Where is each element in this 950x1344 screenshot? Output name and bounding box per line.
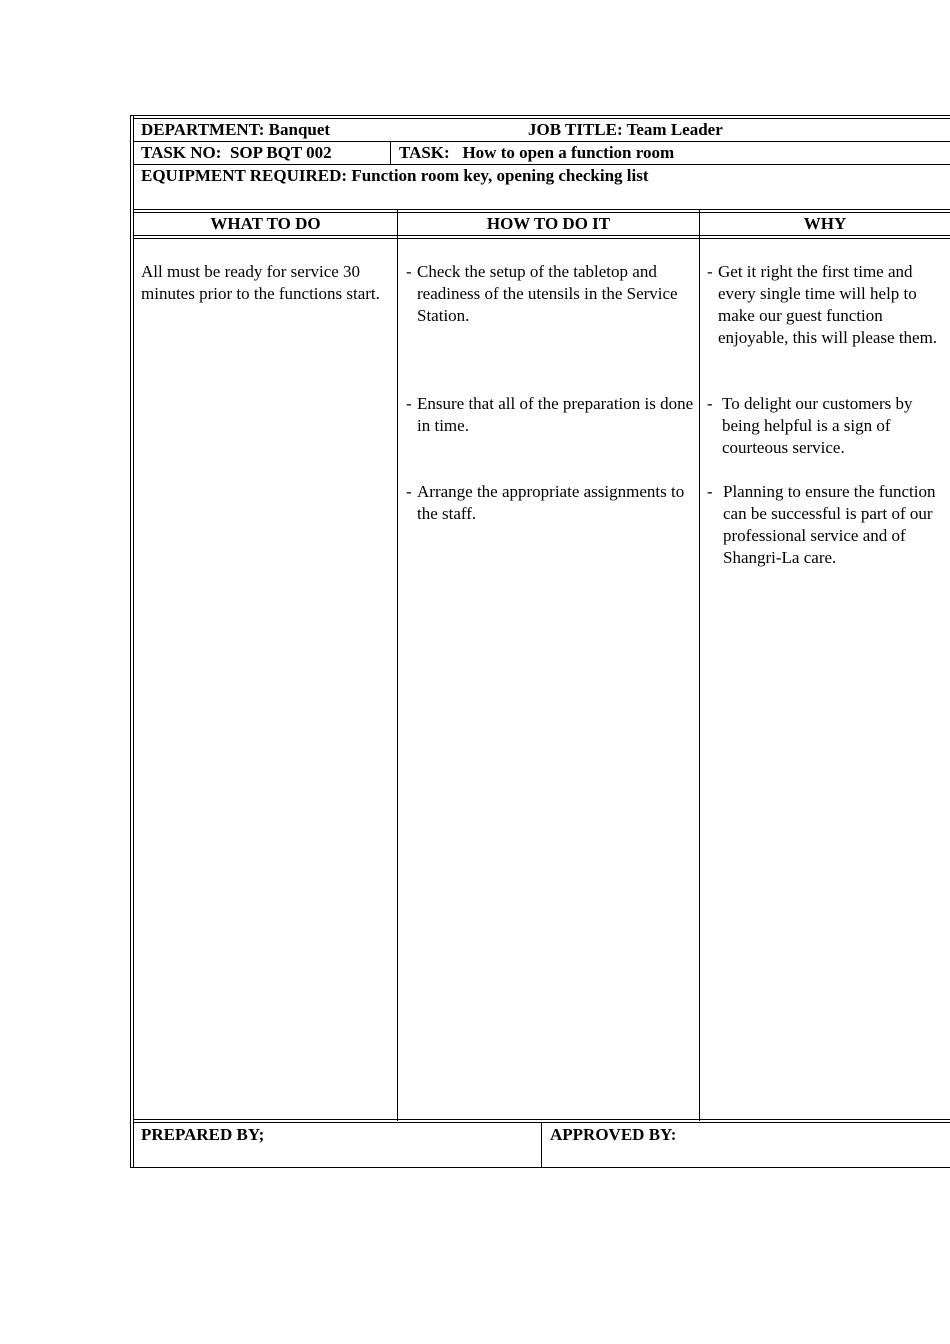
bullet-dash: - bbox=[406, 394, 412, 413]
job-title-label: JOB TITLE: Team Leader bbox=[528, 120, 723, 139]
how-item bbox=[406, 481, 694, 525]
bottom-border bbox=[130, 1167, 950, 1168]
footer-top-line-1 bbox=[133, 1119, 950, 1120]
colhead-bottom-line-2 bbox=[133, 238, 950, 239]
prepared-by-label: PREPARED BY; bbox=[141, 1125, 265, 1144]
bullet-dash: - bbox=[707, 262, 713, 281]
colhead-top-line-1 bbox=[133, 209, 950, 210]
how-item-text: Ensure that all of the preparation is done in time. bbox=[417, 394, 694, 435]
column-divider-1 bbox=[397, 209, 398, 1121]
how-item bbox=[406, 261, 694, 327]
how-item bbox=[406, 393, 694, 437]
bullet-dash: - bbox=[406, 482, 412, 501]
why-item-text: Get it right the first time and every single time will help to make our guest function enjoyable, this will please them. bbox=[718, 262, 938, 347]
column-header-how: HOW TO DO IT bbox=[486, 214, 611, 233]
column-header-what: WHAT TO DO bbox=[210, 214, 321, 233]
column-divider-2 bbox=[699, 209, 700, 1121]
approved-by-label: APPROVED BY: bbox=[550, 1125, 677, 1144]
how-item-text: Arrange the appropriate assignments to the staff. bbox=[417, 482, 685, 523]
why-item bbox=[707, 393, 947, 459]
bullet-dash: - bbox=[707, 394, 713, 413]
left-border-outer bbox=[130, 115, 131, 1168]
bullet-dash: - bbox=[707, 482, 713, 501]
what-to-do-body: All must be ready for service 30 minutes prior to the functions start. bbox=[141, 262, 380, 303]
top-border-outer bbox=[130, 115, 950, 116]
left-border-inner bbox=[133, 115, 134, 1168]
colhead-bottom-line-1 bbox=[133, 235, 950, 236]
why-item bbox=[707, 261, 947, 349]
equipment-label: EQUIPMENT REQUIRED: Function room key, opening checking list bbox=[141, 166, 649, 185]
task-cell-divider bbox=[390, 141, 391, 164]
how-item-text: Check the setup of the tabletop and readiness of the utensils in the Service Station. bbox=[417, 262, 678, 325]
footer-divider bbox=[541, 1122, 542, 1167]
why-item bbox=[707, 481, 947, 569]
why-item-text: To delight our customers by being helpful is a sign of courteous service. bbox=[722, 394, 913, 457]
bullet-dash: - bbox=[406, 262, 412, 281]
what-to-do-text bbox=[141, 261, 393, 305]
task-label: TASK: How to open a function room bbox=[399, 143, 675, 162]
task-no-label: TASK NO: SOP BQT 002 bbox=[141, 143, 332, 162]
column-header-why: WHY bbox=[803, 214, 847, 233]
department-label: DEPARTMENT: Banquet bbox=[141, 120, 331, 139]
why-item-text: Planning to ensure the function can be successful is part of our professional service and of Shangri-La care. bbox=[723, 482, 936, 567]
